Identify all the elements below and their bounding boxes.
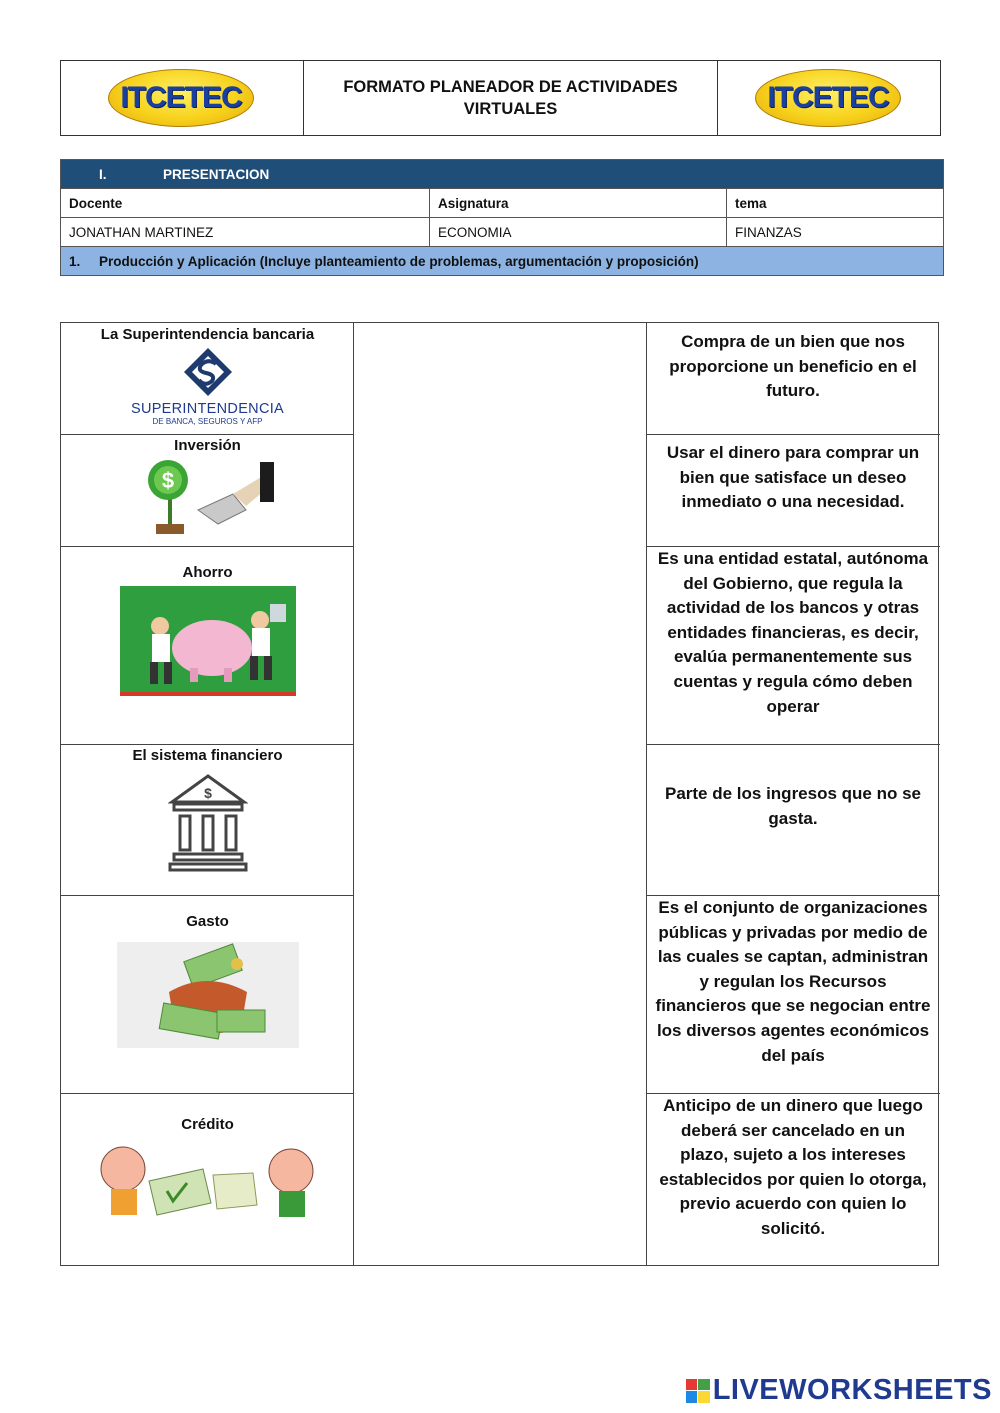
term-superintendencia[interactable]: La Superintendencia bancaria SUPERINTENDENCIA DE BANCA, SEGUROS Y AFP xyxy=(61,323,354,434)
itcetec-logo-left: ITCETEC xyxy=(108,67,256,129)
definition-4[interactable]: Parte de los ingresos que no se gasta. xyxy=(664,784,922,828)
credit-exchange-icon xyxy=(93,1139,323,1225)
asignatura-header: Asignatura xyxy=(430,189,727,218)
presentation-table xyxy=(60,159,944,276)
term-label: Gasto xyxy=(186,913,229,930)
tema-header: tema xyxy=(727,189,944,218)
svg-text:$: $ xyxy=(203,785,212,801)
definition-5[interactable]: Es el conjunto de organizaciones públicas y privadas por medio de las cuales se captan, administran y regulan los Recursos financieros que se negocian entre los diversos agentes económicos del país xyxy=(655,898,931,1065)
bank-building-icon xyxy=(168,772,248,872)
docente-value: JONATHAN MARTINEZ xyxy=(61,218,430,247)
section-header: I. PRESENTACION xyxy=(61,160,944,189)
term-ahorro[interactable] xyxy=(61,546,354,744)
left-logo-cell xyxy=(61,61,304,135)
term-label: La Superintendencia bancaria xyxy=(100,326,315,343)
document-title: FORMATO PLANEADOR DE ACTIVIDADES VIRTUALES xyxy=(343,78,678,118)
term-label: Crédito xyxy=(181,1116,234,1133)
term-gasto[interactable] xyxy=(61,895,354,1093)
superintendencia-logo-icon xyxy=(178,346,238,398)
itcetec-logo-right: ITCETEC xyxy=(755,67,903,129)
term-credito[interactable] xyxy=(61,1093,354,1265)
definition-3[interactable]: Es una entidad estatal, autónoma del Gobierno, que regula la actividad de los bancos y otras entidades financieras, es decir, evalúa permanentemente sus cuentas y regula cómo deben operar xyxy=(657,549,929,716)
svg-text:$: $ xyxy=(161,468,174,493)
piggy-bank-icon xyxy=(120,586,296,696)
matching-table xyxy=(60,322,939,1266)
definition-1[interactable]: Compra de un bien que nos proporcione un beneficio en el futuro. xyxy=(669,332,917,401)
liveworksheets-brand: LIVEWORKSHEETS xyxy=(712,1374,992,1406)
term-sistema-financiero[interactable] xyxy=(61,744,354,895)
liveworksheets-logo-icon xyxy=(686,1379,710,1403)
tema-value: FINANZAS xyxy=(727,218,944,247)
asignatura-value: ECONOMIA xyxy=(430,218,727,247)
term-label: Ahorro xyxy=(182,564,233,581)
answer-drop-area[interactable] xyxy=(354,323,646,1265)
term-label: El sistema financiero xyxy=(132,747,283,764)
definition-2[interactable]: Usar el dinero para comprar un bien que satisface un deseo inmediato o una necesidad. xyxy=(666,443,920,512)
production-row: 1. Producción y Aplicación (Incluye planteamiento de problemas, argumentación y proposición) xyxy=(61,247,944,276)
right-logo-cell xyxy=(718,61,940,135)
title-cell xyxy=(304,61,718,135)
purse-money-icon xyxy=(117,942,299,1048)
document-header xyxy=(60,60,941,136)
definition-6[interactable]: Anticipo de un dinero que luego deberá ser cancelado en un plazo, sujeto a los intereses establecidos por quien lo otorga, previo acuerdo con quien lo solicitó. xyxy=(659,1096,927,1238)
term-inversion[interactable] xyxy=(61,434,354,546)
docente-header: Docente xyxy=(61,189,430,218)
money-tree-icon xyxy=(138,458,278,534)
liveworksheets-footer xyxy=(686,1374,992,1407)
term-label: Inversión xyxy=(174,437,241,454)
